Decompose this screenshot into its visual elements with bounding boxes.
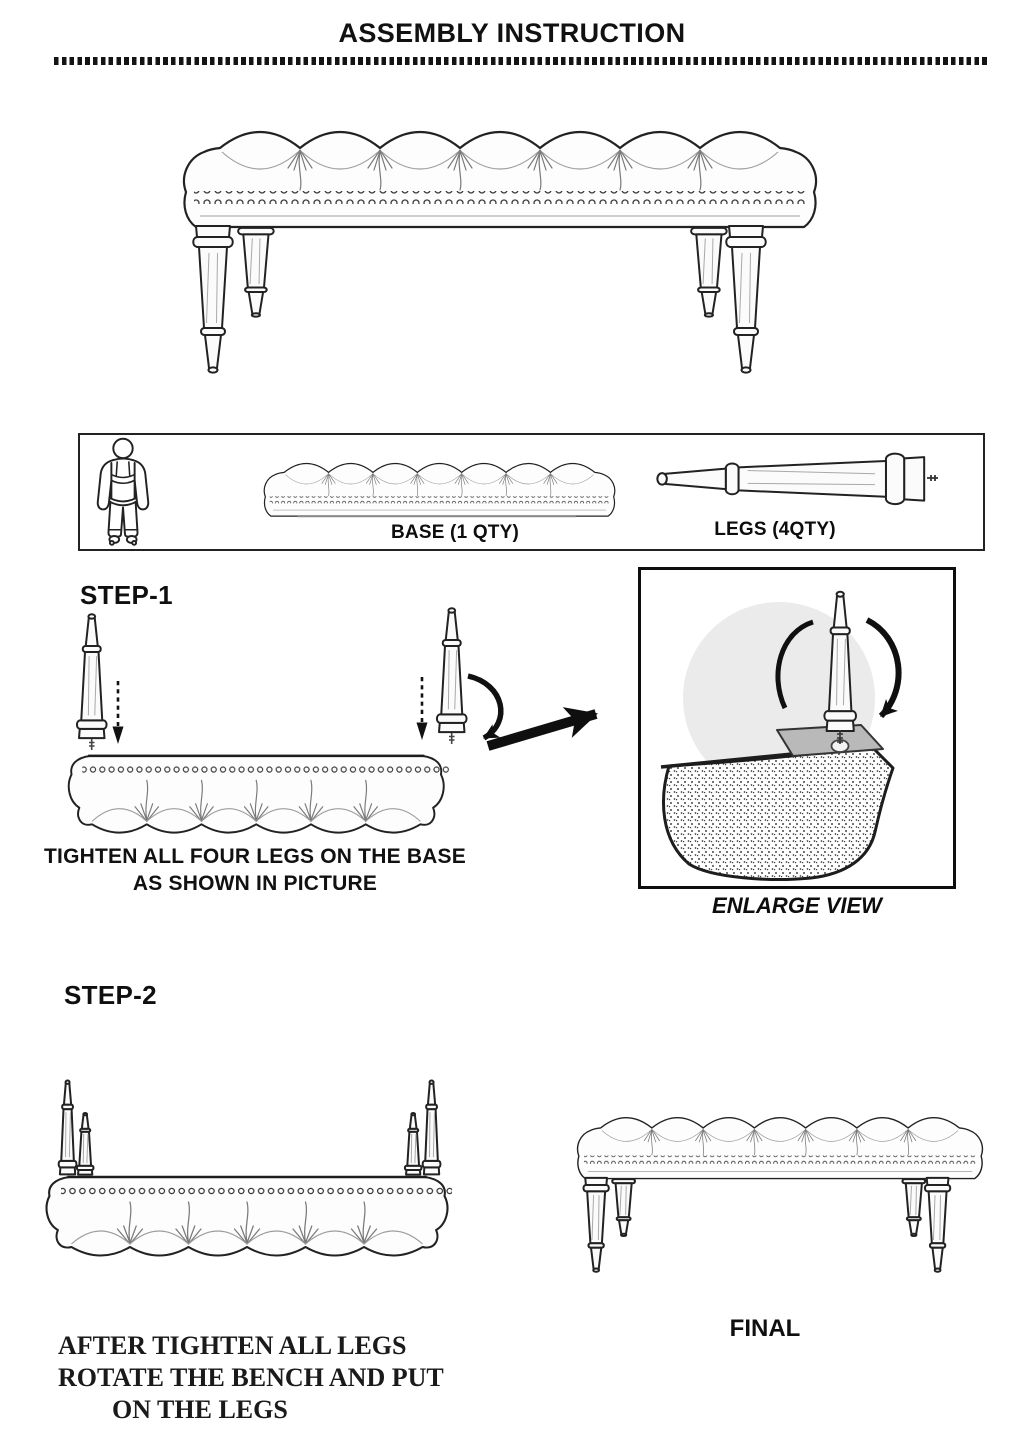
step2-figure bbox=[44, 1076, 452, 1260]
step1-caption-line1: TIGHTEN ALL FOUR LEGS ON THE BASE bbox=[44, 845, 466, 868]
inverted-base-figure bbox=[60, 751, 472, 837]
parts-box bbox=[78, 433, 985, 551]
step1-caption bbox=[30, 843, 480, 897]
step2-heading: STEP-2 bbox=[64, 980, 157, 1010]
final-label: FINAL bbox=[729, 1315, 801, 1342]
insert-arrow-right-icon bbox=[411, 674, 433, 742]
legs-part-label: LEGS (4QTY) bbox=[714, 519, 836, 540]
step1-caption-line2: AS SHOWN IN PICTURE bbox=[132, 872, 378, 895]
assembled-bench-figure bbox=[180, 106, 820, 376]
base-part-label: BASE (1 QTY) bbox=[390, 522, 520, 543]
footer-note bbox=[58, 1330, 468, 1426]
final-bench-figure bbox=[575, 1100, 985, 1275]
pointer-arrow-icon bbox=[478, 692, 632, 754]
step1-left-leg-figure bbox=[74, 611, 108, 753]
person-figure-icon bbox=[92, 437, 154, 547]
insert-arrow-left-icon bbox=[107, 678, 129, 746]
footer-line3: ON THE LEGS bbox=[112, 1395, 288, 1424]
enlarge-view-box bbox=[638, 567, 956, 889]
enlarge-view-figure bbox=[641, 570, 953, 886]
footer-line1: AFTER TIGHTEN ALL LEGS bbox=[58, 1331, 407, 1360]
base-part-figure bbox=[262, 449, 617, 519]
page-title: ASSEMBLY INSTRUCTION bbox=[338, 18, 686, 48]
leg-part-figure bbox=[650, 448, 940, 512]
step1-heading: STEP-1 bbox=[80, 580, 173, 610]
dotted-divider bbox=[54, 57, 990, 65]
enlarge-view-label: ENLARGE VIEW bbox=[712, 893, 882, 918]
footer-line2: ROTATE THE BENCH AND PUT bbox=[58, 1363, 444, 1392]
